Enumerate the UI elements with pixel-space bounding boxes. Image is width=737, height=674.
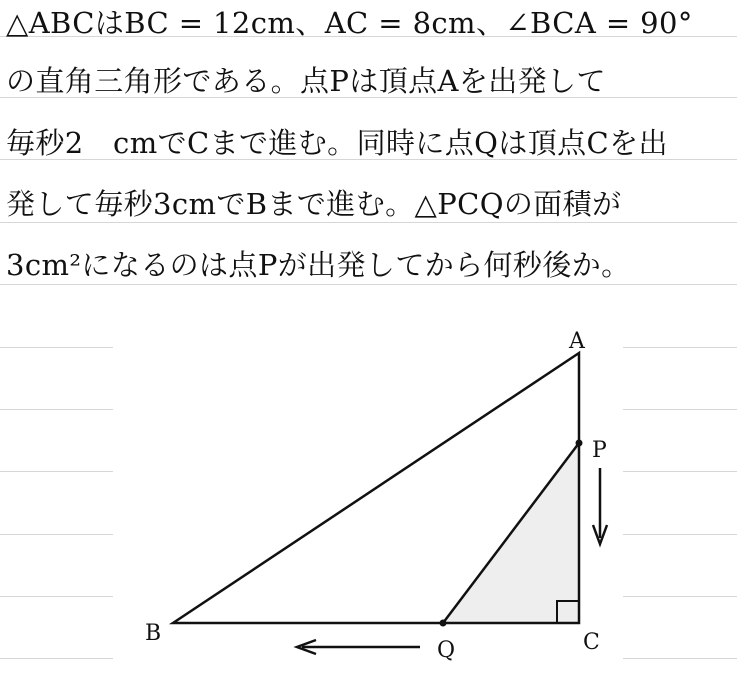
point-q-dot: [440, 620, 447, 627]
triangle-figure: [0, 300, 737, 674]
point-p-dot: [576, 440, 583, 447]
label-b: B: [145, 621, 162, 646]
problem-line-3: 毎秒2 cmでCまで進む。同時に点Qは頂点Cを出: [6, 126, 668, 160]
problem-line-2: の直角三角形である。点Pは頂点Aを出発して: [6, 64, 606, 98]
problem-line-5: 3cm²になるのは点Pが出発してから何秒後か。: [6, 248, 631, 282]
problem-line-1: △ABCはBC = 12cm、AC = 8cm、∠BCA = 90°: [6, 6, 693, 40]
label-p: P: [592, 438, 607, 463]
problem-line-4: 発して毎秒3cmでBまで進む。△PCQの面積が: [6, 187, 622, 221]
triangle-diagram: [0, 300, 737, 674]
label-c: C: [583, 630, 600, 655]
label-q: Q: [437, 638, 456, 663]
label-a: A: [569, 329, 585, 354]
